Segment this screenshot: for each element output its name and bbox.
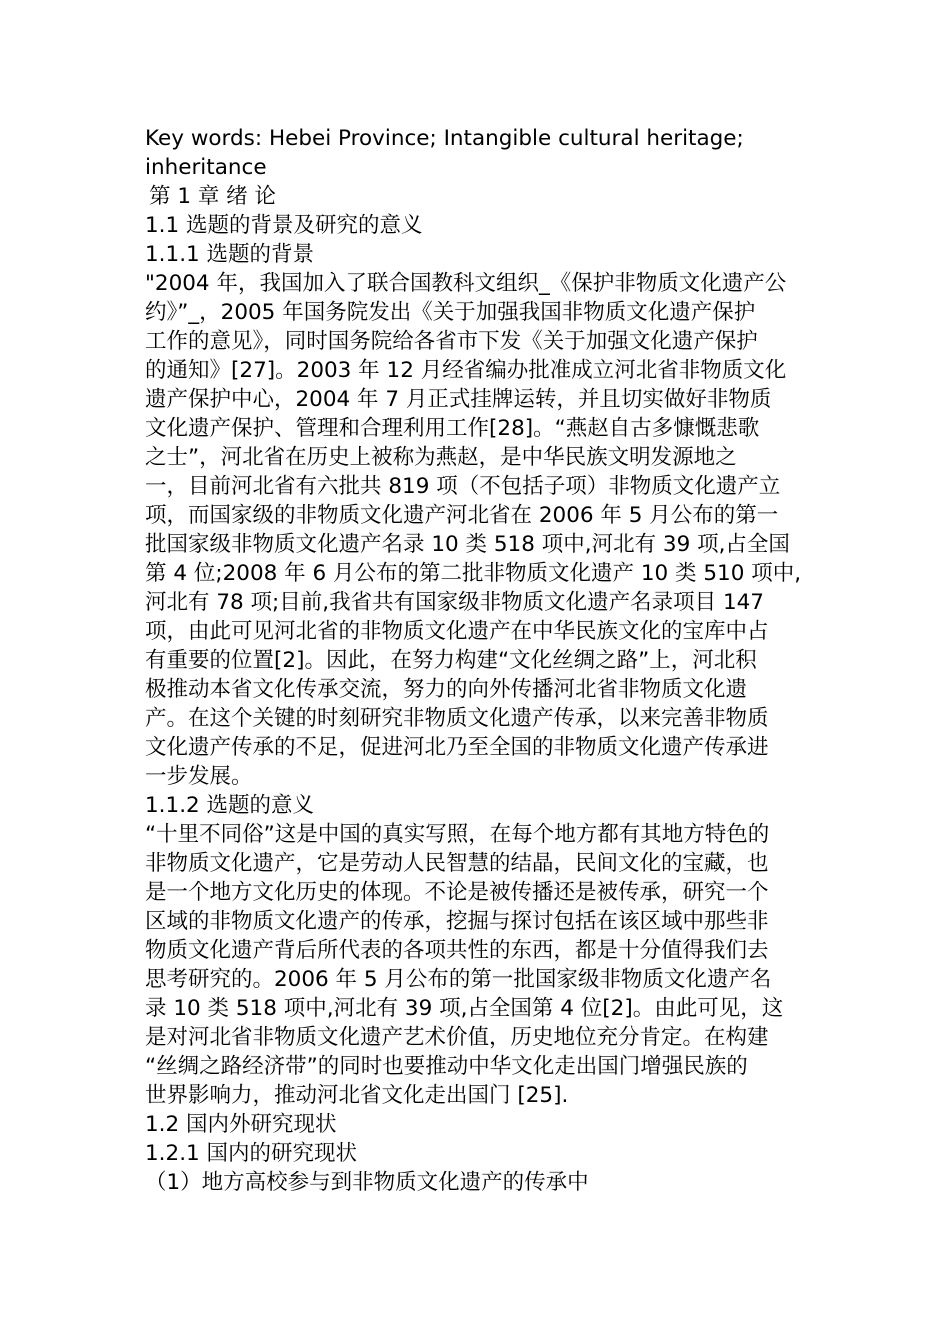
paragraph-line: 思考研究的。2006 年 5 月公布的第一批国家级非物质文化遗产名 [145,967,772,992]
chapter-heading: 第 1 章 绪 论 [149,184,277,209]
subsection-heading-1-1-2: 1.1.2 选题的意义 [145,793,315,818]
list-item-heading: （1）地方高校参与到非物质文化遗产的传承中 [145,1170,589,1195]
paragraph-line: 批国家级非物质文化遗产名录 10 类 518 项中,河北有 39 项,占全国 [145,532,790,557]
paragraph-line: 产。在这个关键的时刻研究非物质文化遗产传承，以来完善非物质 [145,706,769,731]
paragraph-line: 的通知》[27]。2003 年 12 月经省编办批准成立河北省非物质文化 [145,358,787,383]
paragraph-line: “十里不同俗”这是中国的真实写照，在每个地方都有其地方特色的 [145,822,770,847]
keywords-line-continued: inheritance [145,155,267,180]
paragraph-line: 一，目前河北省有六批共 819 项（不包括子项）非物质文化遗产立 [145,474,781,499]
paragraph-line: 之士”，河北省在历史上被称为燕赵，是中华民族文明发源地之 [145,445,737,470]
paragraph-line: 是对河北省非物质文化遗产艺术价值，历史地位充分肯定。在构建 [145,1025,769,1050]
section-heading-1-1: 1.1 选题的背景及研究的意义 [145,213,423,238]
paragraph-line: 约》”_，2005 年国务院发出《关于加强我国非物质文化遗产保护 [145,300,756,325]
paragraph-line: 工作的意见》，同时国务院给各省市下发《关于加强文化遗产保护 [145,329,758,354]
paragraph-line: 有重要的位置[2]。因此，在努力构建“文化丝绸之路”上，河北积 [145,648,757,673]
paragraph-line: 是一个地方文化历史的体现。不论是被传播还是被传承，研究一个 [145,880,769,905]
paragraph-line: 非物质文化遗产，它是劳动人民智慧的结晶，民间文化的宝藏，也 [145,851,769,876]
section-heading-1-2: 1.2 国内外研究现状 [145,1112,337,1137]
paragraph-line: 项，由此可见河北省的非物质文化遗产在中华民族文化的宝库中占 [145,619,769,644]
document-page [145,124,810,1197]
paragraph-line: 世界影响力，推动河北省文化走出国门 [25]. [145,1083,569,1108]
subsection-heading-1-1-1: 1.1.1 选题的背景 [145,242,315,267]
paragraph-line: 河北有 78 项;目前,我省共有国家级非物质文化遗产名录项目 147 [145,590,764,615]
subsection-heading-1-2-1: 1.2.1 国内的研究现状 [145,1141,358,1166]
paragraph-line: 极推动本省文化传承交流，努力的向外传播河北省非物质文化遗 [145,677,748,702]
paragraph-line: "2004 年，我国加入了联合国教科文组织_《保护非物质文化遗产公 [145,271,787,296]
paragraph-line: “丝绸之路经济带”的同时也要推动中华文化走出国门增强民族的 [145,1054,748,1079]
paragraph-line: 文化遗产保护、管理和合理利用工作[28]。“燕赵自古多慷慨悲歌 [145,416,760,441]
paragraph-line: 一步发展。 [145,764,253,789]
paragraph-line: 第 4 位;2008 年 6 月公布的第二批非物质文化遗产 10 类 510 项中, [145,561,802,586]
paragraph-line: 录 10 类 518 项中,河北有 39 项,占全国第 4 位[2]。由此可见，这 [145,996,784,1021]
paragraph-line: 区域的非物质文化遗产的传承，挖掘与探讨包括在该区域中那些非 [145,909,769,934]
paragraph-line: 物质文化遗产背后所代表的各项共性的东西，都是十分值得我们去 [145,938,769,963]
paragraph-line: 遗产保护中心，2004 年 7 月正式挂牌运转，并且切实做好非物质 [145,387,772,412]
keywords-line: Key words: Hebei Province; Intangible cultural heritage; [145,126,744,151]
paragraph-line: 文化遗产传承的不足，促进河北乃至全国的非物质文化遗产传承进 [145,735,769,760]
paragraph-line: 项，而国家级的非物质文化遗产河北省在 2006 年 5 月公布的第一 [145,503,779,528]
